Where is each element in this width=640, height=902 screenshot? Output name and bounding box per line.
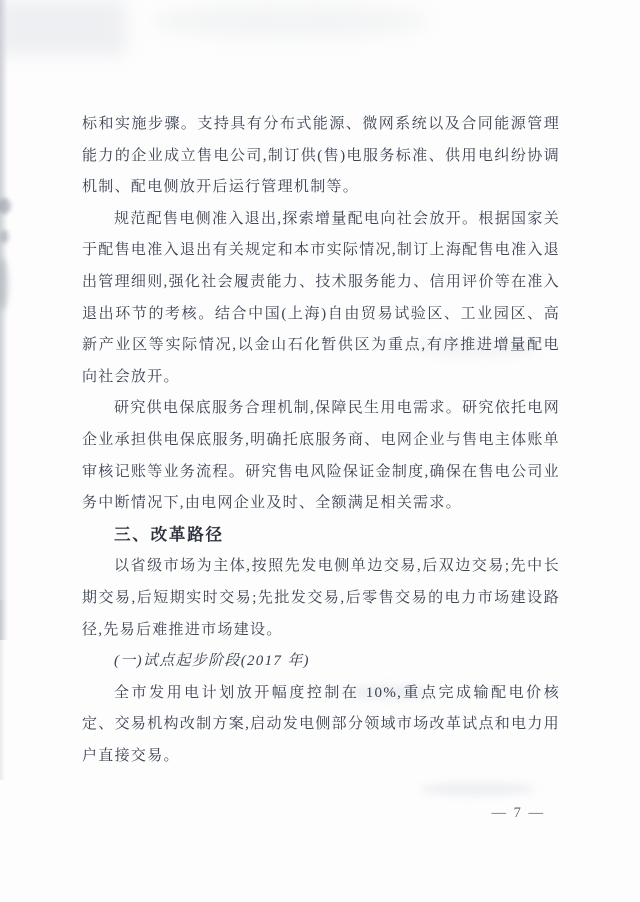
scan-smudge <box>0 0 126 55</box>
scan-edge-shadow <box>0 600 5 780</box>
page-number: — 7 — <box>491 805 545 821</box>
paragraph: 全市发用电计划放开幅度控制在 10%,重点完成输配电价核定、交易机构改制方案,启动发电侧部分领域市场改革试点和电力用户直接交易。 <box>82 684 560 764</box>
scan-smudge <box>0 230 9 243</box>
section-heading: 三、改革路径 <box>114 525 224 544</box>
scan-smudge <box>0 198 11 214</box>
scan-edge-shadow <box>0 0 8 640</box>
paragraph-continuation: 标和实施步骤。支持具有分布式能源、微网系统以及合同能源管理能力的企业成立售电公司,制订供(售)电服务标准、供用电纠纷协调机制、配电侧放开后运行管理机制等。 <box>82 116 560 196</box>
subsection-heading: (一)试点起步阶段(2017 年) <box>114 653 310 670</box>
scan-smudge <box>0 258 9 310</box>
paragraph: 研究供电保底服务合理机制,保障民生用电需求。研究依托电网企业承担供电保底服务,明确托底服务商、电网企业与售电主体账单审核记账等业务流程。研究售电风险保证金制度,确保在售电公司业务中断情况下,由电网企业及时、全额满足相关需求。 <box>82 400 560 512</box>
paragraph: 以省级市场为主体,按照先发电侧单边交易,后双边交易;先中长期交易,后短期实时交易;先批发交易,后零售交易的电力市场建设路径,先易后难推进市场建设。 <box>82 558 560 638</box>
scan-smudge <box>150 4 430 38</box>
scan-smudge <box>420 782 535 796</box>
document-text-block <box>82 109 560 772</box>
paragraph: 规范配售电侧准入退出,探索增量配电向社会放开。根据国家关于配售电准入退出有关规定和本市实际情况,制订上海配售电准入退出管理细则,强化社会履责能力、技术服务能力、信用评价等在准入退出环节的考核。结合中国(上海)自由贸易试验区、工业园区、高新产业区等实际情况,以金山石化暂供区为重点,有序推进增量配电向社会放开。 <box>82 210 560 385</box>
